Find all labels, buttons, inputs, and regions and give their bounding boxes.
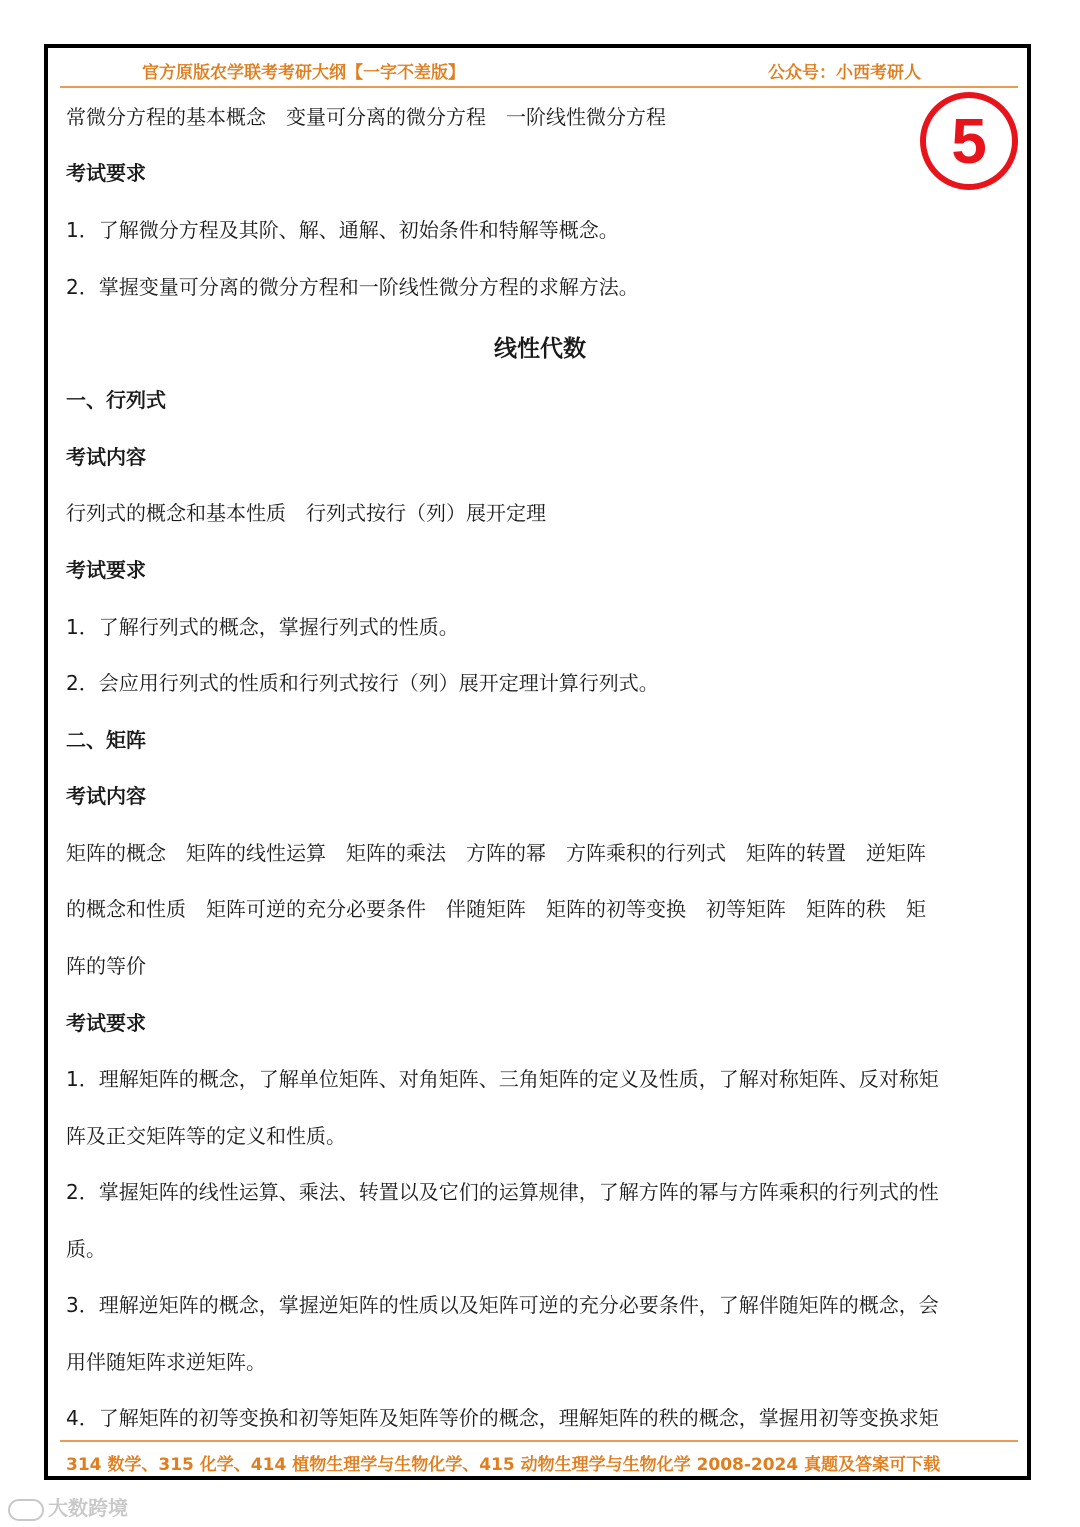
requirement-line: 用伴随矩阵求逆矩阵。 xyxy=(66,1350,266,1374)
page-footer xyxy=(60,1440,1018,1475)
requirement-item: 1．了解行列式的概念，掌握行列式的性质。 xyxy=(66,615,459,639)
requirement-item: 1．了解微分方程及其阶、解、通解、初始条件和特解等概念。 xyxy=(66,218,619,242)
subsection-heading: 一、行列式 xyxy=(66,388,166,412)
watermark-logo-icon xyxy=(8,1499,44,1521)
intro-text: 常微分方程的基本概念 变量可分离的微分方程 一阶线性微分方程 xyxy=(66,105,666,129)
watermark xyxy=(8,1492,128,1521)
content-heading: 考试内容 xyxy=(66,445,146,469)
requirement-line: 3．理解逆矩阵的概念，掌握逆矩阵的性质以及矩阵可逆的充分必要条件，了解伴随矩阵的概念，会 xyxy=(66,1293,939,1317)
requirement-line: 1．理解矩阵的概念，了解单位矩阵、对角矩阵、三角矩阵的定义及性质，了解对称矩阵、反对称矩 xyxy=(66,1067,939,1091)
header-title: 官方原版农学联考考研大纲【一字不差版】 xyxy=(142,63,465,83)
page-number-badge: 5 xyxy=(920,92,1018,190)
requirement-line: 4．了解矩阵的初等变换和初等矩阵及矩阵等价的概念，理解矩阵的秩的概念，掌握用初等变换求矩 xyxy=(66,1406,939,1430)
requirement-line: 阵及正交矩阵等的定义和性质。 xyxy=(66,1124,346,1148)
content-line: 的概念和性质 矩阵可逆的充分必要条件 伴随矩阵 矩阵的初等变换 初等矩阵 矩阵的秩 矩 xyxy=(66,897,926,921)
requirement-line: 2．掌握矩阵的线性运算、乘法、转置以及它们的运算规律，了解方阵的幂与方阵乘积的行列式的性 xyxy=(66,1180,939,1204)
requirement-item: 2．掌握变量可分离的微分方程和一阶线性微分方程的求解方法。 xyxy=(66,275,639,299)
content-text: 行列式的概念和基本性质 行列式按行（列）展开定理 xyxy=(66,501,546,525)
section-title: 线性代数 xyxy=(494,336,586,362)
requirement-line: 质。 xyxy=(66,1237,106,1261)
content-line: 矩阵的概念 矩阵的线性运算 矩阵的乘法 方阵的幂 方阵乘积的行列式 矩阵的转置 逆矩阵 xyxy=(66,841,926,865)
requirements-heading: 考试要求 xyxy=(66,558,146,582)
watermark-text: 大数跨境 xyxy=(48,1496,128,1520)
page-header xyxy=(60,56,1018,88)
page-frame xyxy=(44,44,1031,1480)
footer-text: 314 数学、315 化学、414 植物生理学与生物化学、415 动物生理学与生物化学 2008-2024 真题及答案可下载 xyxy=(66,1455,941,1475)
content-line: 阵的等价 xyxy=(66,954,146,978)
subsection-heading: 二、矩阵 xyxy=(66,728,146,752)
content-heading: 考试内容 xyxy=(66,784,146,808)
requirements-heading: 考试要求 xyxy=(66,1011,146,1035)
requirements-heading: 考试要求 xyxy=(66,161,146,185)
requirement-item: 2．会应用行列式的性质和行列式按行（列）展开定理计算行列式。 xyxy=(66,671,659,695)
header-account: 公众号：小西考研人 xyxy=(768,63,921,83)
